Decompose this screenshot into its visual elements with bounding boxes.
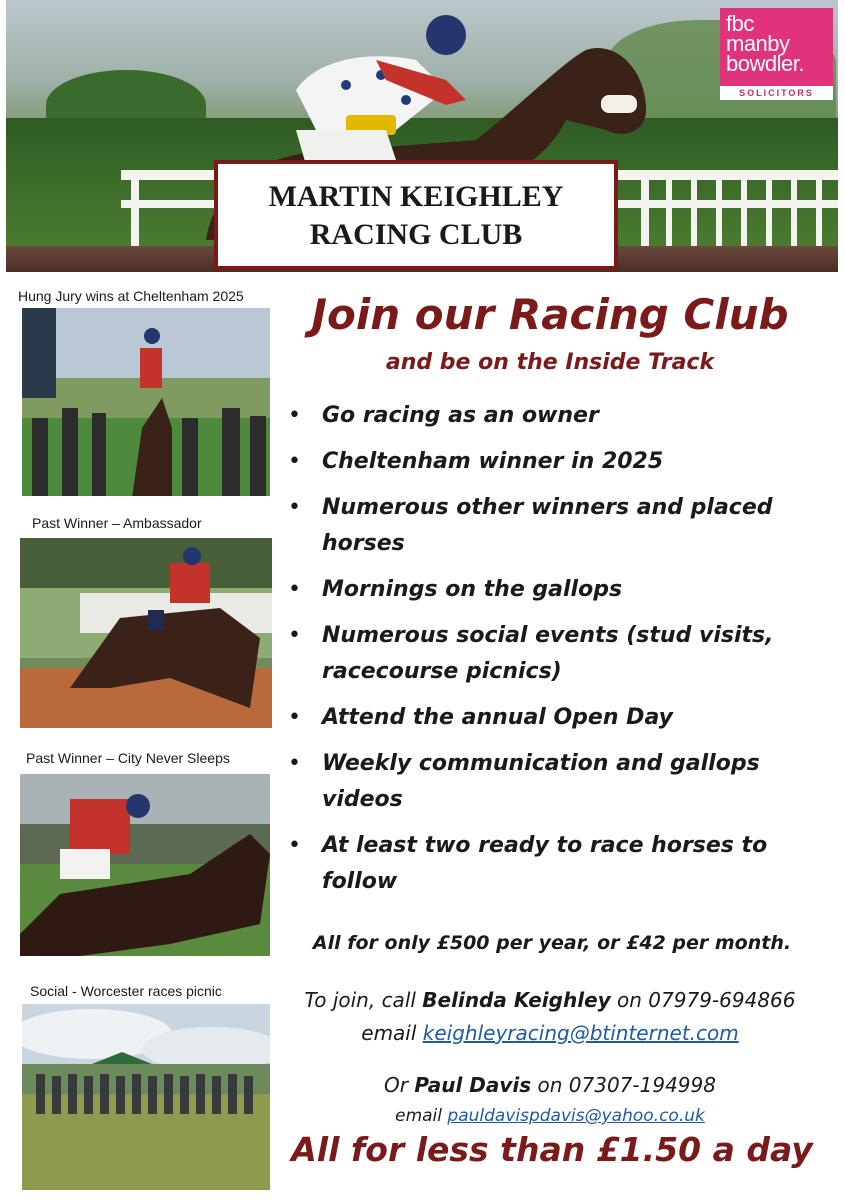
contact-phone: on 07979-694866 [610, 988, 796, 1012]
email-link-paul[interactable]: pauldavispdavis@yahoo.co.uk [447, 1106, 705, 1126]
contact-paul-phone [280, 1073, 820, 1097]
photo-hung-jury-win [22, 308, 270, 496]
photo-caption: Past Winner – Ambassador [32, 515, 202, 531]
benefit-item: • Go racing as an owner [286, 398, 806, 434]
headline: Join our Racing Club [311, 290, 789, 339]
benefit-item: • Attend the annual Open Day [286, 700, 806, 736]
club-title-line2: RACING CLUB [309, 218, 523, 251]
benefit-item: • At least two ready to race horses to follow [286, 828, 806, 900]
contact-prefix: Or [384, 1073, 415, 1097]
photo-caption: Social - Worcester races picnic [30, 983, 222, 999]
photo-worcester-picnic [22, 1004, 270, 1190]
contact-belinda-email [280, 1021, 820, 1045]
contact-name: Paul Davis [414, 1073, 532, 1097]
email-link-belinda[interactable]: keighleyracing@btinternet.com [422, 1021, 739, 1045]
sponsor-tagline: SOLICITORS [739, 88, 814, 98]
contact-prefix: To join, call [304, 988, 423, 1012]
email-label: email [395, 1106, 448, 1126]
photo-ambassador [20, 538, 272, 728]
sponsor-logo-line: fbc [726, 11, 754, 36]
benefit-item: • Mornings on the gallops [286, 572, 806, 608]
benefit-item: • Cheltenham winner in 2025 [286, 444, 806, 480]
price-line: All for only £500 per year, or £42 per month. [312, 932, 792, 954]
sponsor-logo-line: bowdler. [726, 51, 804, 76]
photo-city-never-sleeps [20, 774, 270, 956]
email-label: email [361, 1021, 423, 1045]
club-title-line1: MARTIN KEIGHLEY [268, 180, 564, 213]
sponsor-logo-line: manby [726, 31, 790, 56]
benefit-item: • Weekly communication and gallops videos [286, 746, 806, 818]
benefit-item: • Numerous social events (stud visits, racecourse picnics) [286, 618, 806, 690]
contact-name: Belinda Keighley [422, 988, 611, 1012]
photo-caption: Hung Jury wins at Cheltenham 2025 [18, 288, 244, 304]
sponsor-logo [720, 8, 833, 100]
contact-phone: on 07307-194998 [531, 1073, 716, 1097]
benefit-item: • Numerous other winners and placed horses [286, 490, 806, 562]
benefits-list [286, 398, 806, 910]
club-title-box [214, 160, 618, 270]
subheadline: and be on the Inside Track [385, 350, 715, 375]
footer-tagline: All for less than £1.50 a day [291, 1130, 813, 1169]
contact-belinda-phone [280, 988, 820, 1012]
sponsor-logo-wordmark [720, 8, 833, 86]
photo-caption: Past Winner – City Never Sleeps [26, 750, 230, 766]
contact-paul-email [280, 1106, 820, 1126]
